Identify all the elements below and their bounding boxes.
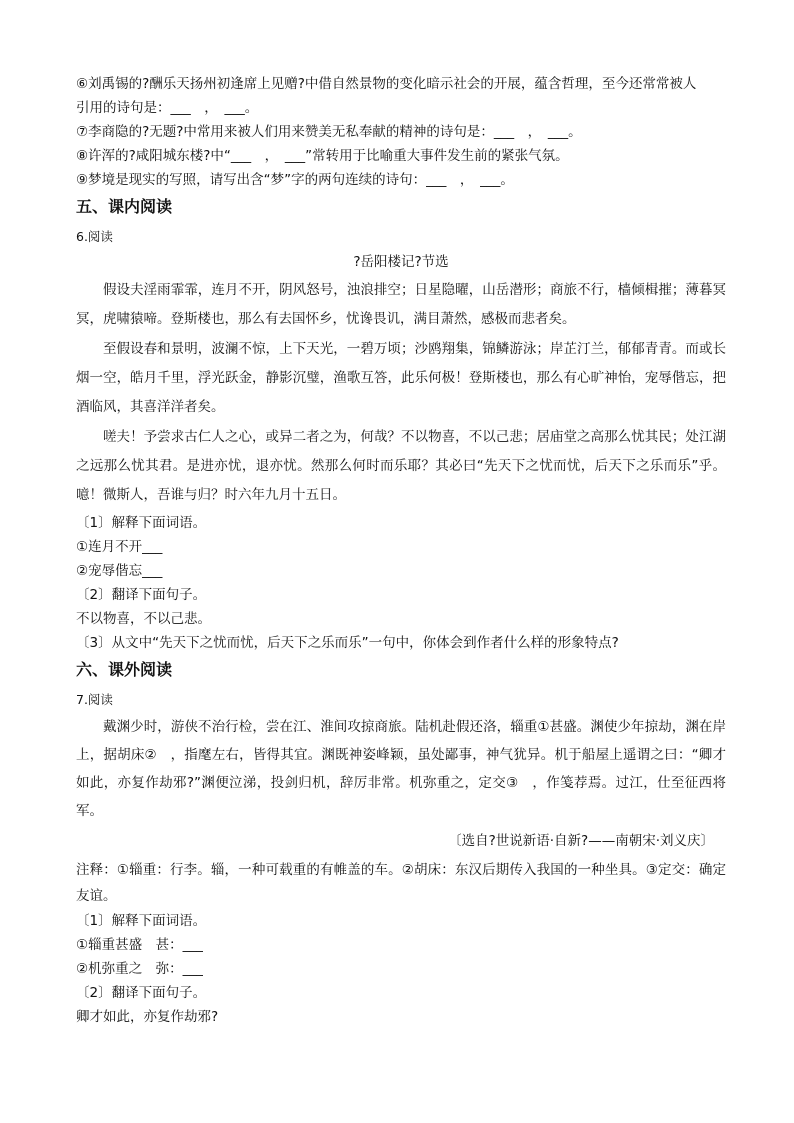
q7-sentence: 卿才如此，亦复作劫邪? xyxy=(76,1009,219,1025)
question-number-7: 7.阅读 xyxy=(76,692,113,707)
q6-part3: 〔3〕从文中“先天下之忧而忧，后天下之乐而乐”一句中，你体会到作者什么样的形象特点? xyxy=(76,635,619,651)
q6-part1: 〔1〕解释下面词语。 xyxy=(76,515,207,531)
fill-line-7: ⑦李商隐的?无题?中常用来被人们用来赞美无私奉献的精神的诗句是：___ ， ___。 xyxy=(76,124,582,140)
q6-item2: ②宠辱偕忘___ xyxy=(76,563,163,579)
q6-sentence: 不以物喜，不以己悲。 xyxy=(76,611,211,627)
document-page xyxy=(76,72,726,1029)
fill-line-9: ⑨梦境是现实的写照，请写出含“梦”字的两句连续的诗句：___ ， ___。 xyxy=(76,172,514,188)
q6-part2: 〔2〕翻译下面句子。 xyxy=(76,587,207,603)
fill-line-6b: 引用的诗句是：___ ， ___。 xyxy=(76,100,259,116)
q7-item2: ②机弥重之 弥：___ xyxy=(76,961,203,977)
fill-line-8: ⑧许浑的?咸阳城东楼?中“___ ， ___”常转用于比喻重大事件发生前的紧张气氛。 xyxy=(76,148,569,164)
passage-paragraph-3: 嗟夫！予尝求古仁人之心，或异二者之为，何哉？不以物喜，不以己悲；居庙堂之高那么忧其民；处江湖之远那么忧其君。是进亦忧，退亦忧。然那么何时而乐耶？其必曰“先天下之忧而忧，后天下之乐而乐”乎。噫！微斯人，吾谁与归？时六年九月十五日。 xyxy=(76,429,726,503)
question-number-6: 6.阅读 xyxy=(76,229,113,244)
passage-title: ?岳阳楼记?节选 xyxy=(353,254,449,270)
fill-line-6a: ⑥刘禹锡的?酬乐天扬州初逢席上见赠?中借自然景物的变化暗示社会的开展，蕴含哲理，至今还常常被人 xyxy=(76,76,697,92)
extra-passage: 戴渊少时，游侠不治行检，尝在江、淮间攻掠商旅。陆机赴假还洛，辎重①甚盛。渊使少年掠劫，渊在岸上，据胡床② ，指麾左右，皆得其宜。渊既神姿峰颖，虽处鄙事，神气犹异。机于船屋上遥谓之曰：“卿才如此，亦复作劫邪?”渊便泣涕，投剑归机，辞厉非常。机弥重之，定交③ ，作笺荐焉。过江，仕至征西将军。 xyxy=(76,719,726,819)
passage-paragraph-1: 假设夫淫雨霏霏，连月不开，阴风怒号，浊浪排空；日星隐曜，山岳潜形；商旅不行，樯倾楫摧；薄暮冥冥，虎啸猿啼。登斯楼也，那么有去国怀乡，忧谗畏讥，满目萧然，感极而悲者矣。 xyxy=(76,282,726,327)
q6-item1: ①连月不开___ xyxy=(76,539,163,555)
q7-part2: 〔2〕翻译下面句子。 xyxy=(76,985,207,1001)
q7-item1: ①辎重甚盛 甚：___ xyxy=(76,937,203,953)
passage-paragraph-2: 至假设春和景明，波澜不惊，上下天光，一碧万顷；沙鸥翔集，锦鳞游泳；岸芷汀兰，郁郁青青。而或长烟一空，皓月千里，浮光跃金，静影沉璧，渔歌互答，此乐何极！登斯楼也，那么有心旷神怡，宠辱偕忘，把酒临风，其喜洋洋者矣。 xyxy=(76,341,726,415)
q7-part1: 〔1〕解释下面词语。 xyxy=(76,913,207,929)
section-heading-extra-reading: 六、课外阅读 xyxy=(76,660,173,679)
section-heading-in-class-reading: 五、课内阅读 xyxy=(76,197,173,216)
passage-source: 〔选自?世说新语·自新?——南朝宋·刘义庆〕 xyxy=(448,833,714,849)
annotation-notes: 注释：①辎重：行李。辎，一种可载重的有帷盖的车。②胡床：东汉后期传入我国的一种坐具。③定交：确定友谊。 xyxy=(76,862,726,904)
